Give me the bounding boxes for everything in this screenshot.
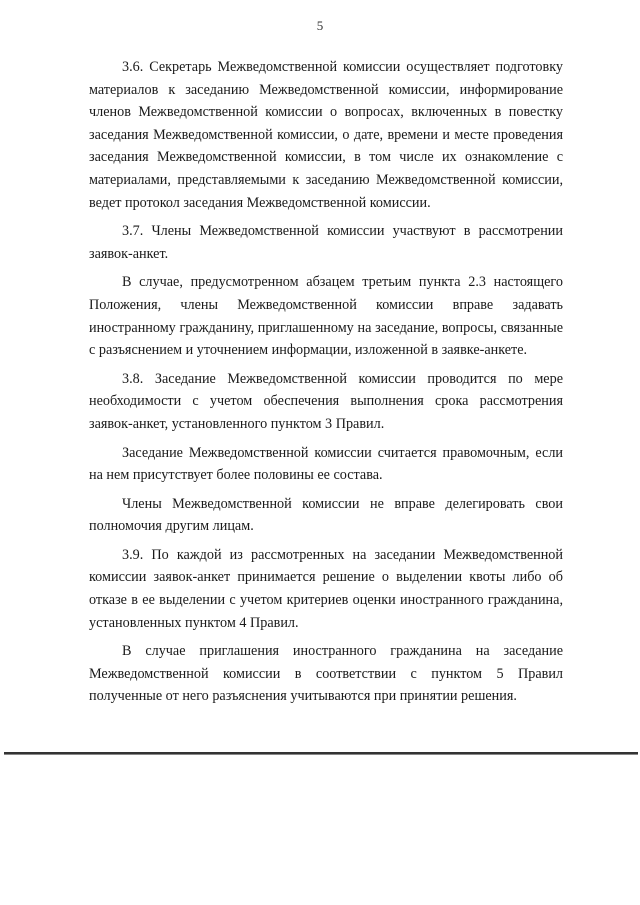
paragraph-3-8: 3.8. Заседание Межведомственной комиссии проводится по мере необходимости с учетом обеспечения выполнения срока рассмотрения заявок-анкет, установленного пунктом 3 Правил. [89,370,563,432]
page-number: 5 [316,18,324,33]
paragraph-3-7: 3.7. Члены Межведомственной комиссии участвуют в рассмотрении заявок-анкет. [89,223,563,262]
paragraph-3-7-questions: В случае, предусмотренном абзацем третьим пункта 2.3 настоящего Положения, члены Межведомственной комиссии вправе задавать иностранному гражданину, приглашенному на заседание, вопросы, связанные с разъяснением и уточнением информации, изложенной в заявке-анкете. [89,274,563,359]
paragraph-3-9-clarifications: В случае приглашения иностранного гражданина на заседание Межведомственной комиссии в соответствии с пунктом 5 Правил полученные от него разъяснения учитываются при принятии решения. [89,643,563,705]
document-body [89,56,563,714]
paragraph-3-6: 3.6. Секретарь Межведомственной комиссии осуществляет подготовку материалов к заседанию Межведомственной комиссии, информирование членов Межведомственной комиссии о вопросах, включенных в повестку заседания Межведомственной комиссии, о дате, времени и месте проведения заседания Межведомственной комиссии, в том числе их ознакомление с материалами, представляемыми к заседанию Межведомственной комиссии, ведет протокол заседания Межведомственной комиссии. [89,59,563,211]
paragraph-3-9: 3.9. По каждой из рассмотренных на заседании Межведомственной комиссии заявок-анкет принимается решение о выделении квоты либо об отказе в ее выделении с учетом критериев оценки иностранного гражданина, установленных пунктом 4 Правил. [89,546,563,631]
scan-edge-line [4,752,638,755]
paragraph-3-8-quorum: Заседание Межведомственной комиссии считается правомочным, если на нем присутствует более половины ее состава. [89,444,563,484]
paragraph-3-8-delegation: Члены Межведомственной комиссии не вправе делегировать свои полномочия другим лицам. [89,495,563,535]
